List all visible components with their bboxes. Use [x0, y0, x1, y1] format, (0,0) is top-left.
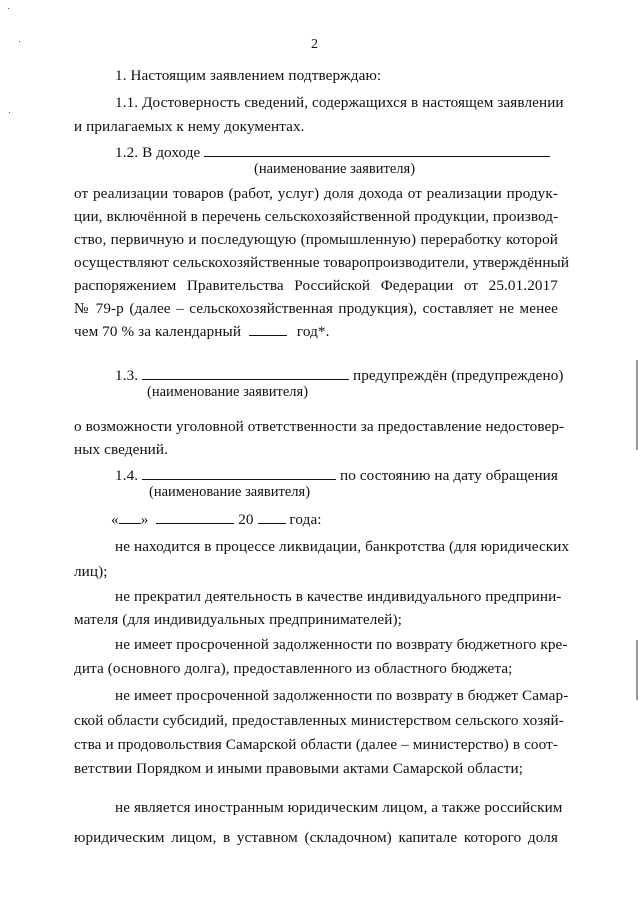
clause-1-2-line-2: ции, включённой в перечень сельскохозяйственной продукции, производ-: [74, 208, 559, 225]
clause-1-2-line-5: распоряжением Правительства Российской Федерации от 25.01.2017: [74, 277, 558, 294]
caption-applicant-name-1: (наименование заявителя): [254, 161, 416, 177]
caption-applicant-name-2: (наименование заявителя): [147, 384, 309, 400]
month-blank[interactable]: [156, 510, 234, 524]
clause-1-2-line-1: от реализации товаров (работ, услуг) доля дохода от реализации продук-: [74, 185, 558, 202]
clause-1-1-line-1: 1.1. Достоверность сведений, содержащихся в настоящем заявлении: [115, 94, 564, 111]
clause-1-3-line-2: ных сведений.: [74, 441, 169, 458]
clause-1-3-line-1: о возможности уголовной ответственности за предоставление недостовер-: [74, 418, 565, 435]
scan-speck: [19, 41, 20, 42]
condition-1-line-2: лиц);: [74, 563, 108, 580]
clause-1-4-text: по состоянию на дату обращения: [340, 467, 558, 484]
condition-4-line-4: ветствии Порядком и иными правовыми актами Самарской области;: [74, 760, 524, 777]
date-suffix: года:: [289, 511, 322, 528]
clause-1-2-line-7: [74, 322, 558, 342]
condition-4-line-3: ства и продовольствия Самарской области (далее – министерство) в соот-: [74, 736, 558, 753]
clause-1-3-number: 1.3.: [115, 367, 139, 384]
scan-speck: [9, 112, 10, 113]
condition-2-line-1: не прекратил деятельность в качестве индивидуального предприни-: [115, 588, 562, 605]
applicant-name-blank-2[interactable]: [142, 366, 349, 380]
condition-3-line-2: дита (основного долга), предоставленного из областного бюджета;: [74, 660, 513, 677]
clause-1-2-calendar-text: чем 70 % за календарный: [74, 323, 242, 340]
condition-3-line-1: не имеет просроченной задолженности по возврату бюджетного кре-: [115, 636, 568, 653]
applicant-name-blank-3[interactable]: [142, 466, 336, 480]
condition-2-line-2: мателя (для индивидуальных предпринимателей);: [74, 611, 402, 628]
condition-4-line-1: не имеет просроченной задолженности по возврату в бюджет Самар-: [115, 687, 569, 704]
condition-5-line-2: юридическим лицом, в уставном (складочном) капитале которого доля: [74, 829, 558, 846]
day-blank[interactable]: [119, 510, 141, 524]
date-century: 20: [238, 511, 254, 528]
year-blank[interactable]: [249, 322, 287, 336]
date-close-quote: »: [140, 511, 149, 528]
scan-edge-mark: [636, 640, 638, 700]
caption-applicant-name-3: (наименование заявителя): [149, 484, 311, 500]
clause-1-3-text: предупреждён (предупреждено): [353, 367, 564, 384]
condition-5-line-1: не является иностранным юридическим лицом, а также российским: [115, 799, 563, 816]
clause-1-2-line-3: ство, первичную и последующую (промышленную) переработку которой: [74, 231, 558, 248]
applicant-name-blank-1[interactable]: [204, 143, 550, 157]
clause-1-2-line-4: осуществляют сельскохозяйственные товаропроизводители, утверждённый: [74, 254, 570, 271]
year-short-blank[interactable]: [258, 510, 286, 524]
scan-edge-mark: [636, 360, 638, 450]
clause-1-2-line-6: № 79-р (далее – сельскохозяйственная продукция), составляет не менее: [74, 300, 558, 317]
date-line: [111, 510, 595, 530]
clause-1-4-number: 1.4.: [115, 467, 139, 484]
clause-1-2-year-suffix: год*.: [296, 323, 330, 340]
clause-1-heading: 1. Настоящим заявлением подтверждаю:: [115, 67, 382, 84]
clause-1-1-line-2: и прилагаемых к нему документах.: [74, 118, 305, 135]
condition-1-line-1: не находится в процессе ликвидации, банкротства (для юридических: [115, 538, 570, 555]
date-open-quote: «: [111, 511, 119, 528]
page-number: 2: [311, 37, 318, 52]
scan-speck: [8, 8, 9, 9]
clause-1-2-text: 1.2. В доходе: [115, 144, 201, 161]
condition-4-line-2: ской области субсидий, предоставленных министерством сельского хозяй-: [74, 712, 564, 729]
